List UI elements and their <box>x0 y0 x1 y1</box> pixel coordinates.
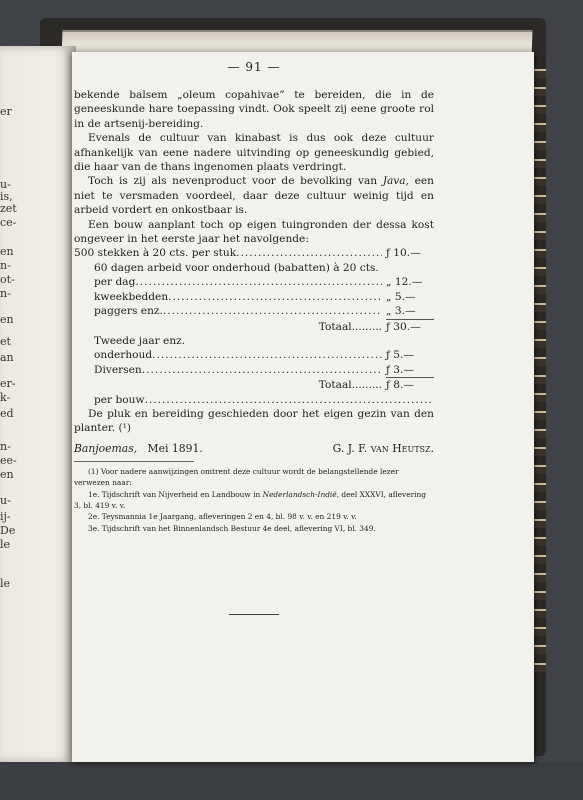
signature-author: G. J. F. van Heutsz. <box>332 441 434 455</box>
left-page-fragment: an <box>0 351 14 364</box>
left-page-fragment: ot- <box>0 273 15 286</box>
left-page-fragment: ce- <box>0 216 17 229</box>
left-page-fragment: zet <box>0 202 17 215</box>
footnote: (1) Voor nadere aanwijzingen omtrent deze cultuur wordt de belangstellende lezer verwezen naar: <box>74 466 399 488</box>
left-page-fragment: en <box>0 245 14 258</box>
left-page <box>0 46 76 762</box>
left-page-fragment: en <box>0 468 14 481</box>
footnote-rule <box>74 461 194 462</box>
left-page-fragment: le <box>0 577 11 590</box>
left-page-fragment: u- <box>0 494 11 507</box>
left-page-fragment: ij- <box>0 510 11 523</box>
left-page-fragment: n- <box>0 259 11 272</box>
cost-row: per bouw ..... <box>74 393 434 407</box>
cost-row: Diversen ..... ƒ 3.— <box>74 363 434 377</box>
end-rule <box>229 614 279 615</box>
left-page-fragment: er- <box>0 377 16 390</box>
paragraph-3: Toch is zij als nevenproduct voor de bevolking van Java, een niet te versmaden voordeel, daar deze cultuur weinig tijd en arbeid vordert en onkostbaar is. <box>74 175 434 217</box>
closing-paragraph: De pluk en bereiding geschieden door het eigen gezin van den planter. (¹) <box>74 407 434 435</box>
page-number: — 91 — <box>227 60 281 74</box>
background-bar <box>0 762 583 800</box>
cost-row: onderhoud ..... ƒ 5.— <box>74 348 434 362</box>
left-page-fragment: k- <box>0 391 11 404</box>
left-page-fragment: le <box>0 538 11 551</box>
left-page-fragment: n- <box>0 440 11 453</box>
cost-row: Tweede jaar enz. <box>94 334 186 347</box>
marbled-edge <box>532 60 546 680</box>
footnote: 3e. Tijdschrift van het Binnenlandsch Bestuur 4e deel, aflevering VI, bl. 349. <box>88 523 376 533</box>
paragraph-2: Evenals de cultuur van kinabast is dus ook deze cultuur afhankelijk van eene nadere uitvinding op geneeskundig gebied, die haar van de thans ingenomen plaats verdringt. <box>74 132 434 174</box>
cost-row: per dag ..... „ 12.— <box>74 275 434 289</box>
signature-place-date: Banjoemas, Mei 1891. <box>74 441 203 455</box>
left-page-fragment: er <box>0 105 12 118</box>
footnote: 2e. Teysmannia 1e Jaargang, afleveringen 2 en 4, bl. 98 v. v. en 219 v. v. <box>88 512 357 522</box>
left-page-fragment: n- <box>0 287 11 300</box>
cost-row: kweekbedden ..... „ 5.— <box>74 290 434 304</box>
left-page-fragment: ee- <box>0 454 17 467</box>
cost-row: paggers enz. ..... „ 3.— <box>74 304 434 318</box>
left-page-fragment: is, <box>0 190 13 203</box>
left-page-fragment: ed <box>0 407 14 420</box>
footnote: 1e. Tijdschrift van Nijverheid en Landbouw in Nederlandsch-Indië, deel XXXVI, aflevering 3, bl. 419 v. v. <box>74 489 426 510</box>
cost-row: 500 stekken à 20 cts. per stuk ..... ƒ 10.— <box>74 246 434 260</box>
left-page-fragment: et <box>0 335 11 348</box>
cost-row: 60 dagen arbeid voor onderhoud (babatten) à 20 cts. <box>94 261 379 274</box>
paragraph-1: bekende balsem „oleum copahivae” te bereiden, die in de geneeskunde hare toepassing vindt. Ook speelt zij eene groote rol in de artsenij-bereiding. <box>74 89 434 130</box>
total-row: Totaal......... ƒ 8.— <box>318 379 414 392</box>
left-page-fragment: en <box>0 313 14 326</box>
signature-line <box>74 442 434 455</box>
page-text <box>74 60 434 615</box>
paragraph-4: Een bouw aanplant toch op eigen tuingronden der dessa kost ongeveer in het eerste jaar het navolgende: <box>74 218 434 246</box>
left-page-fragment: De <box>0 524 16 537</box>
left-page-fragment: u- <box>0 178 11 191</box>
total-row: Totaal......... ƒ 30.— <box>318 320 421 333</box>
